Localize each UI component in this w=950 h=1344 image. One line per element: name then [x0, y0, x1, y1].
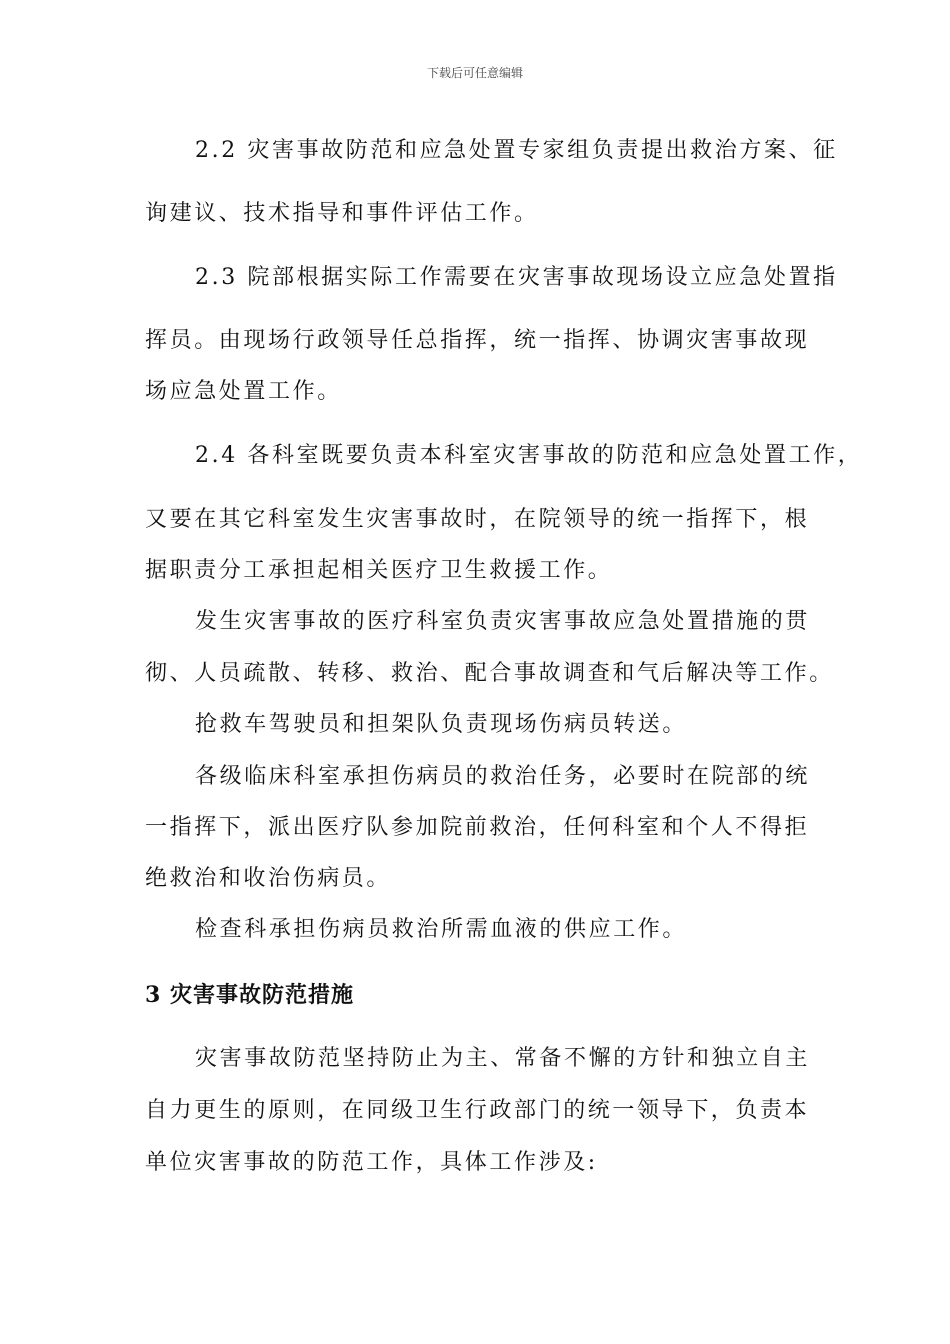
- section-heading: 3 灾害事故防范措施: [145, 982, 354, 1008]
- paragraph-line: 发生灾害事故的医疗科室负责灾害事故应急处置措施的贯: [195, 609, 811, 634]
- paragraph-line: 单位灾害事故的防范工作，具体工作涉及:: [145, 1150, 598, 1175]
- paragraph-line: 绝救治和收治伤病员。: [145, 866, 392, 891]
- paragraph-line: 检查科承担伤病员救治所需血液的供应工作。: [195, 917, 688, 942]
- paragraph-line: 各级临床科室承担伤病员的救治任务，必要时在院部的统: [195, 764, 811, 789]
- paragraph-line: 自力更生的原则，在同级卫生行政部门的统一领导下，负责本: [145, 1098, 810, 1123]
- paragraph-line: 抢救车驾驶员和担架队负责现场伤病员转送。: [195, 712, 688, 737]
- paragraph-line: 又要在其它科室发生灾害事故时，在院领导的统一指挥下，根: [145, 507, 810, 532]
- paragraph-line: 场应急处置工作。: [145, 379, 342, 404]
- paragraph-line: 灾害事故防范坚持防止为主、常备不懈的方针和独立自主: [195, 1046, 811, 1071]
- paragraph-line: 彻、人员疏散、转移、救治、配合事故调查和气后解决等工作。: [145, 661, 834, 686]
- paragraph-line: 据职责分工承担起相关医疗卫生救援工作。: [145, 558, 613, 583]
- paragraph-line: 2.2 灾害事故防范和应急处置专家组负责提出救治方案、征: [195, 138, 838, 163]
- paragraph-line: 2.3 院部根据实际工作需要在灾害事故现场设立应急处置指: [195, 265, 838, 290]
- paragraph-line: 询建议、技术指导和事件评估工作。: [145, 201, 539, 226]
- paragraph-line: 挥员。由现场行政领导任总指挥，统一指挥、协调灾害事故现: [145, 328, 810, 353]
- page-header: 下载后可任意编辑: [426, 66, 523, 80]
- paragraph-line: 2.4 各科室既要负责本科室灾害事故的防范和应急处置工作，: [195, 443, 863, 468]
- paragraph-line: 一指挥下，派出医疗队参加院前救治，任何科室和个人不得拒: [145, 815, 810, 840]
